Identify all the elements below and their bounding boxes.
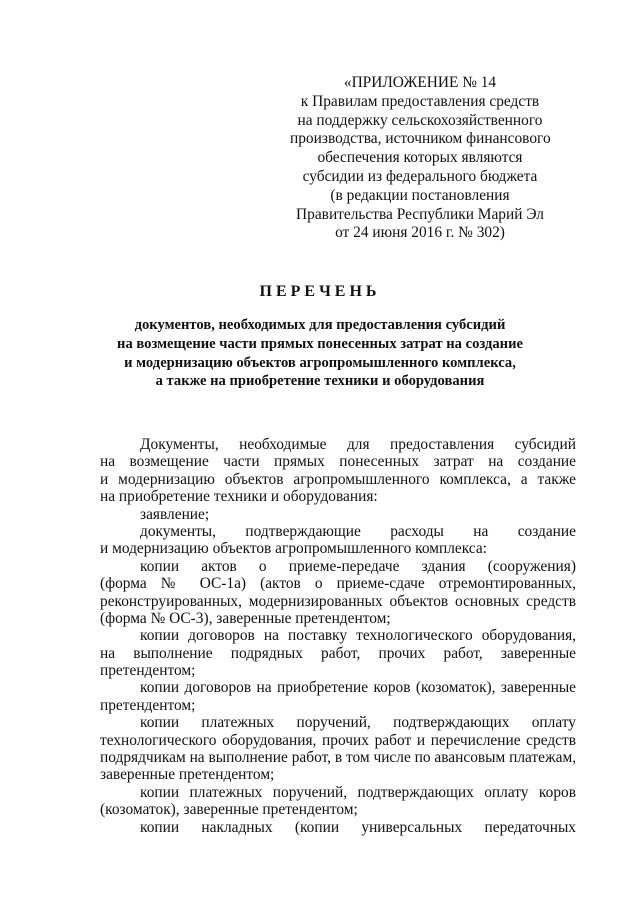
annex-line: к Правилам предоставления средств [300,92,540,110]
body-line: заверенные претендентом; [100,766,275,784]
body-line: реконструированных, модернизированных объектов основных средств [100,592,576,610]
document-title: ПЕРЕЧЕНЬ [259,283,381,300]
body-line: на приобретение техники и оборудования: [100,488,378,506]
subtitle-line: на возмещение части прямых понесенных затрат на создание [117,335,523,352]
subtitle-line: и модернизацию объектов агропромышленного комплекса, [124,354,516,371]
annex-header [290,74,550,243]
body-line: копии накладных (копии универсальных передаточных [140,818,576,836]
body-line: на возмещение части прямых понесенных затрат на создание [100,453,576,471]
body-line: технологического оборудования, прочих работ и перечисление средств [100,731,576,749]
body-line: претендентом; [100,696,196,714]
annex-line: (в редакции постановления [330,186,510,204]
body-line: и модернизацию объектов агропромышленного комплекса: [100,540,487,558]
document-body [100,436,576,836]
annex-line: «ПРИЛОЖЕНИЕ № 14 [343,74,497,91]
body-line: копии договоров на приобретение коров (козоматок), заверенные [140,679,576,697]
body-line: (форма № ОС-1а) (актов о приеме-сдаче отремонтированных, [100,575,576,593]
body-line: подрядчикам на выполнение работ, в том числе по авансовым платежам, [100,749,577,767]
body-line: копии актов о приеме-передаче здания (сооружения) [140,557,576,575]
body-line: копии платежных поручений, подтверждающих оплату коров [140,783,576,801]
subtitle-line: документов, необходимых для предоставления субсидий [134,317,506,333]
body-line: претендентом; [100,662,196,680]
body-line: (козоматок), заверенные претендентом; [100,801,358,819]
annex-line: на поддержку сельскохозяйственного [297,111,543,129]
body-line: Документы, необходимые для предоставления субсидий [140,436,576,453]
body-line: заявление; [140,505,210,523]
annex-line: Правительства Республики Марий Эл [296,205,544,223]
subtitle-line: а также на приобретение техники и оборудования [155,373,485,390]
body-line: копии платежных поручений, подтверждающих оплату [140,714,576,732]
annex-line: субсидии из федерального бюджета [302,167,538,185]
body-line: копии договоров на поставку технологического оборудования, [140,627,576,645]
body-line: на выполнение подрядных работ, прочих работ, заверенные [100,644,576,662]
body-line: и модернизацию объектов агропромышленного комплекса, а также [100,470,576,488]
body-line: (форма № ОС-3), заверенные претендентом; [100,609,391,627]
annex-line: обеспечения которых являются [317,149,523,167]
annex-line: от 24 июня 2016 г. № 302) [335,224,505,242]
body-line: документы, подтверждающие расходы на создание [140,522,576,540]
document-subtitle [100,316,540,391]
annex-line: производства, источником финансового [290,130,551,148]
